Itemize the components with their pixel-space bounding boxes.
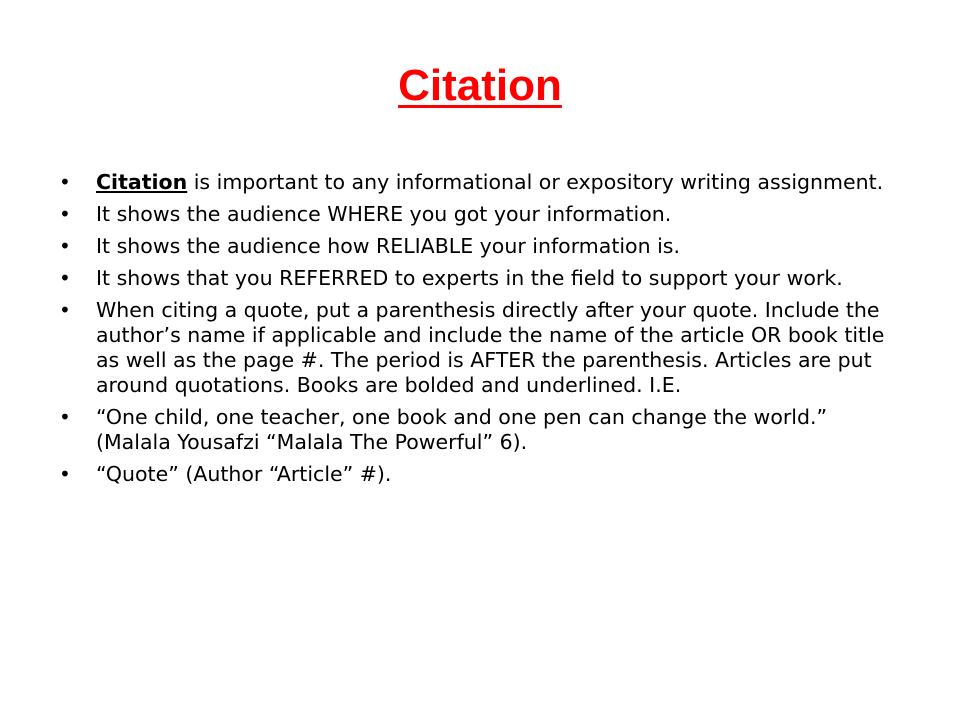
bullet-text: When citing a quote, put a parenthesis directly after your quote. Include the author’s name if applicable and include the name of the article OR book title as well as the page #. The period is AFTER the parenthesis. Articles are put around quotations. Books are bolded and underlined. I.E. [96, 298, 885, 397]
bullet-item [59, 405, 894, 455]
bullet-icon: • [59, 298, 71, 322]
slide-title: Citation [398, 61, 562, 110]
bullet-list [59, 170, 894, 494]
bullet-item [59, 462, 894, 487]
bullet-icon: • [59, 266, 71, 290]
bullet-icon: • [59, 170, 71, 194]
bullet-icon: • [59, 202, 71, 226]
bullet-icon: • [59, 234, 71, 258]
bullet-text: It shows the audience how RELIABLE your information is. [96, 234, 680, 258]
bullet-text: “One child, one teacher, one book and one pen can change the world.” (Malala Yousafzi “Malala The Powerful” 6). [96, 405, 828, 454]
bullet-item [59, 266, 894, 291]
bullet-item [59, 234, 894, 259]
bullet-text: “Quote” (Author “Article” #). [96, 462, 392, 486]
bullet-term: Citation [96, 170, 188, 194]
bullet-text: It shows that you REFERRED to experts in the field to support your work. [96, 266, 843, 290]
bullet-item [59, 298, 894, 398]
bullet-icon: • [59, 405, 71, 429]
bullet-text: is important to any informational or expository writing assignment. [187, 170, 884, 194]
bullet-item [59, 202, 894, 227]
bullet-item [59, 170, 894, 195]
bullet-icon: • [59, 462, 71, 486]
bullet-text: It shows the audience WHERE you got your information. [96, 202, 672, 226]
